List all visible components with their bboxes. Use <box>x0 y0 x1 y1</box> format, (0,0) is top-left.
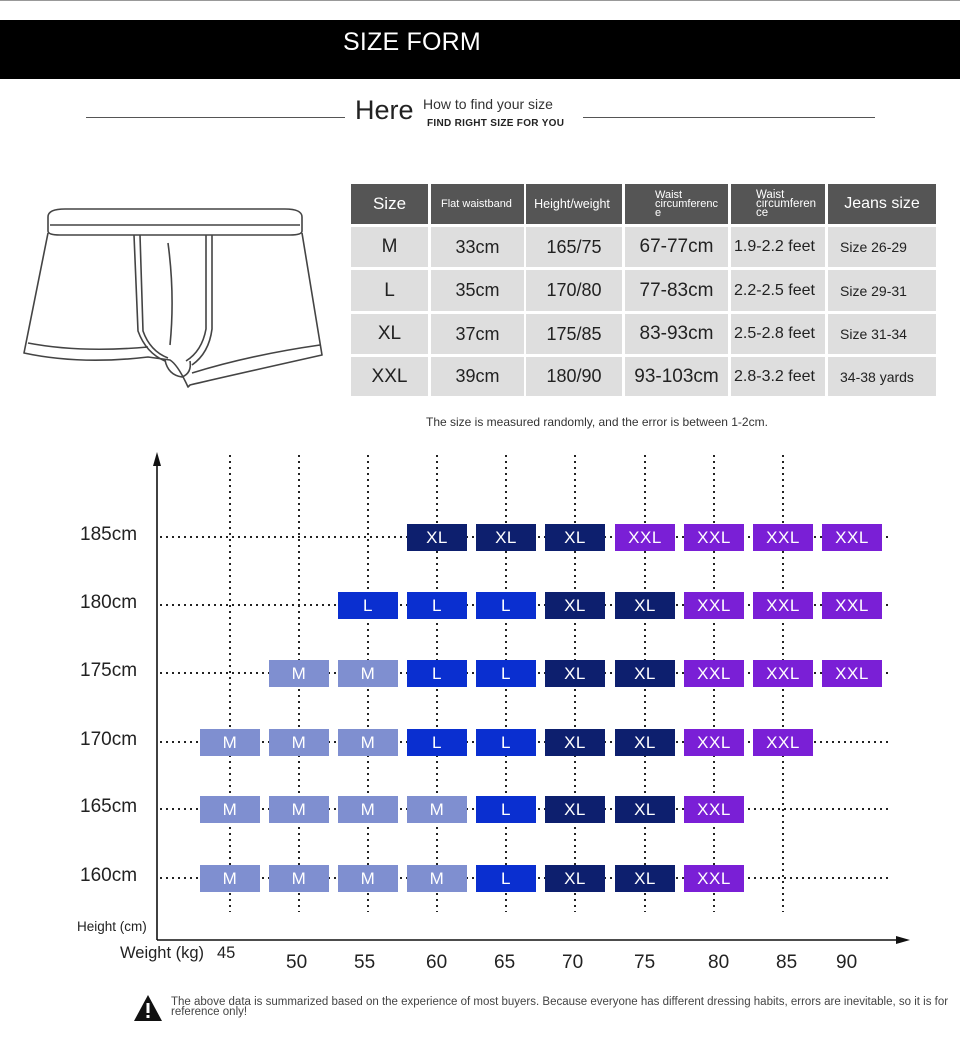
weight-tick-label: 60 <box>426 952 448 973</box>
weight-tick-label: 80 <box>708 952 730 973</box>
y-axis-arrow <box>153 452 161 466</box>
banner-title: SIZE FORM <box>343 28 481 56</box>
size-cell: XXL <box>684 796 744 823</box>
size-cell: XL <box>545 796 605 823</box>
measurement-caption: The size is measured randomly, and the error is between 1-2cm. <box>426 415 768 429</box>
size-cell: XXL <box>753 729 813 756</box>
weight-tick-label: 55 <box>354 952 376 973</box>
size-cell: L <box>476 865 536 892</box>
size-cell: XL <box>545 660 605 687</box>
top-divider <box>0 0 960 1</box>
size-cell: XXL <box>684 524 744 551</box>
size-cell: M <box>269 796 329 823</box>
size-cell: M <box>200 796 260 823</box>
size-table-cell: 170/80 <box>526 270 622 311</box>
size-cell: L <box>476 729 536 756</box>
size-cell: L <box>407 592 467 619</box>
size-cell: XL <box>615 796 675 823</box>
size-cell: XL <box>615 592 675 619</box>
footnote: The above data is summarized based on the experience of most buyers. Because everyone has different dressing habits, errors are inevitable, so it is for reference only! <box>171 996 949 1018</box>
size-cell: M <box>269 660 329 687</box>
size-cell: XL <box>615 660 675 687</box>
size-cell: XL <box>407 524 467 551</box>
size-cell: M <box>338 729 398 756</box>
size-cell: M <box>338 865 398 892</box>
size-cell: M <box>200 729 260 756</box>
weight-tick-label: 90 <box>836 952 858 973</box>
boxer-briefs-illustration <box>20 205 330 390</box>
size-cell: XXL <box>684 865 744 892</box>
size-cell: L <box>476 592 536 619</box>
size-table-cell: 175/85 <box>526 314 622 354</box>
height-tick-label: 165cm <box>80 796 138 817</box>
size-table-header: Jeans size <box>828 184 936 224</box>
size-table-cell: 34-38 yards <box>828 357 936 396</box>
size-cell: XXL <box>822 524 882 551</box>
size-table-cell: 93-103cm <box>625 357 728 396</box>
height-tick-label: 170cm <box>80 729 138 750</box>
size-cell: XL <box>615 729 675 756</box>
size-cell: L <box>407 729 467 756</box>
size-cell: M <box>338 660 398 687</box>
height-tick-label: 185cm <box>80 524 138 545</box>
size-table-cell: Size 26-29 <box>828 227 936 267</box>
x-axis-arrow <box>896 936 910 944</box>
size-table-cell: L <box>351 270 428 311</box>
size-table-header: Size <box>351 184 428 224</box>
weight-tick-label: 85 <box>776 952 798 973</box>
size-table-cell: XXL <box>351 357 428 396</box>
size-table-cell: 39cm <box>431 357 524 396</box>
size-table-cell: M <box>351 227 428 267</box>
warning-icon <box>132 993 164 1023</box>
size-cell: L <box>338 592 398 619</box>
size-table-cell: 35cm <box>431 270 524 311</box>
size-cell: XXL <box>822 592 882 619</box>
size-table-cell: 1.9-2.2 feet <box>731 227 825 267</box>
size-table-header: Waist circumference <box>731 184 825 224</box>
weight-tick-label: 75 <box>634 952 656 973</box>
heading-how-to: How to find your size <box>423 96 553 112</box>
weight-tick-label: 45 <box>217 944 236 962</box>
size-cell: XXL <box>684 660 744 687</box>
heading-rule-right <box>583 117 875 118</box>
heading-rule-left <box>86 117 345 118</box>
size-cell: XXL <box>822 660 882 687</box>
size-cell: M <box>338 796 398 823</box>
size-cell: M <box>269 729 329 756</box>
size-table-cell: 2.2-2.5 feet <box>731 270 825 311</box>
size-cell: L <box>476 796 536 823</box>
size-cell: XL <box>545 524 605 551</box>
weight-tick-label: 65 <box>494 952 516 973</box>
weight-tick-label: 50 <box>286 952 308 973</box>
weight-tick-label: 70 <box>562 952 584 973</box>
size-cell: M <box>407 796 467 823</box>
size-table-cell: 33cm <box>431 227 524 267</box>
size-cell: XL <box>545 729 605 756</box>
size-table-cell: 165/75 <box>526 227 622 267</box>
size-table-header: Waist circumference <box>625 184 728 224</box>
height-tick-label: 175cm <box>80 660 138 681</box>
size-cell: XXL <box>684 592 744 619</box>
size-cell: XXL <box>684 729 744 756</box>
size-cell: XL <box>545 865 605 892</box>
y-axis-title: Height (cm) <box>77 919 147 934</box>
size-cell: XL <box>545 592 605 619</box>
size-table-cell: 2.5-2.8 feet <box>731 314 825 354</box>
size-cell: L <box>407 660 467 687</box>
x-axis-title: Weight (kg) <box>120 944 205 962</box>
height-tick-label: 180cm <box>80 592 138 613</box>
size-table-header: Height/weight <box>526 184 622 224</box>
size-table-header: Flat waistband <box>431 184 524 224</box>
height-tick-label: 160cm <box>80 865 138 886</box>
size-cell: XL <box>476 524 536 551</box>
size-table-cell: 180/90 <box>526 357 622 396</box>
size-cell: M <box>407 865 467 892</box>
size-cell: M <box>200 865 260 892</box>
size-cell: M <box>269 865 329 892</box>
size-table-cell: 37cm <box>431 314 524 354</box>
size-table-cell: XL <box>351 314 428 354</box>
size-table-cell: 77-83cm <box>625 270 728 311</box>
size-cell: XXL <box>753 660 813 687</box>
size-table-cell: 83-93cm <box>625 314 728 354</box>
size-cell: XXL <box>753 592 813 619</box>
size-cell: XXL <box>753 524 813 551</box>
size-cell: L <box>476 660 536 687</box>
size-table-cell: Size 29-31 <box>828 270 936 311</box>
size-cell: XL <box>615 865 675 892</box>
size-table-cell: Size 31-34 <box>828 314 936 354</box>
heading-find-right: FIND RIGHT SIZE FOR YOU <box>427 118 565 129</box>
size-table-cell: 2.8-3.2 feet <box>731 357 825 396</box>
size-table-cell: 67-77cm <box>625 227 728 267</box>
heading-here: Here <box>355 95 414 125</box>
size-cell: XXL <box>615 524 675 551</box>
